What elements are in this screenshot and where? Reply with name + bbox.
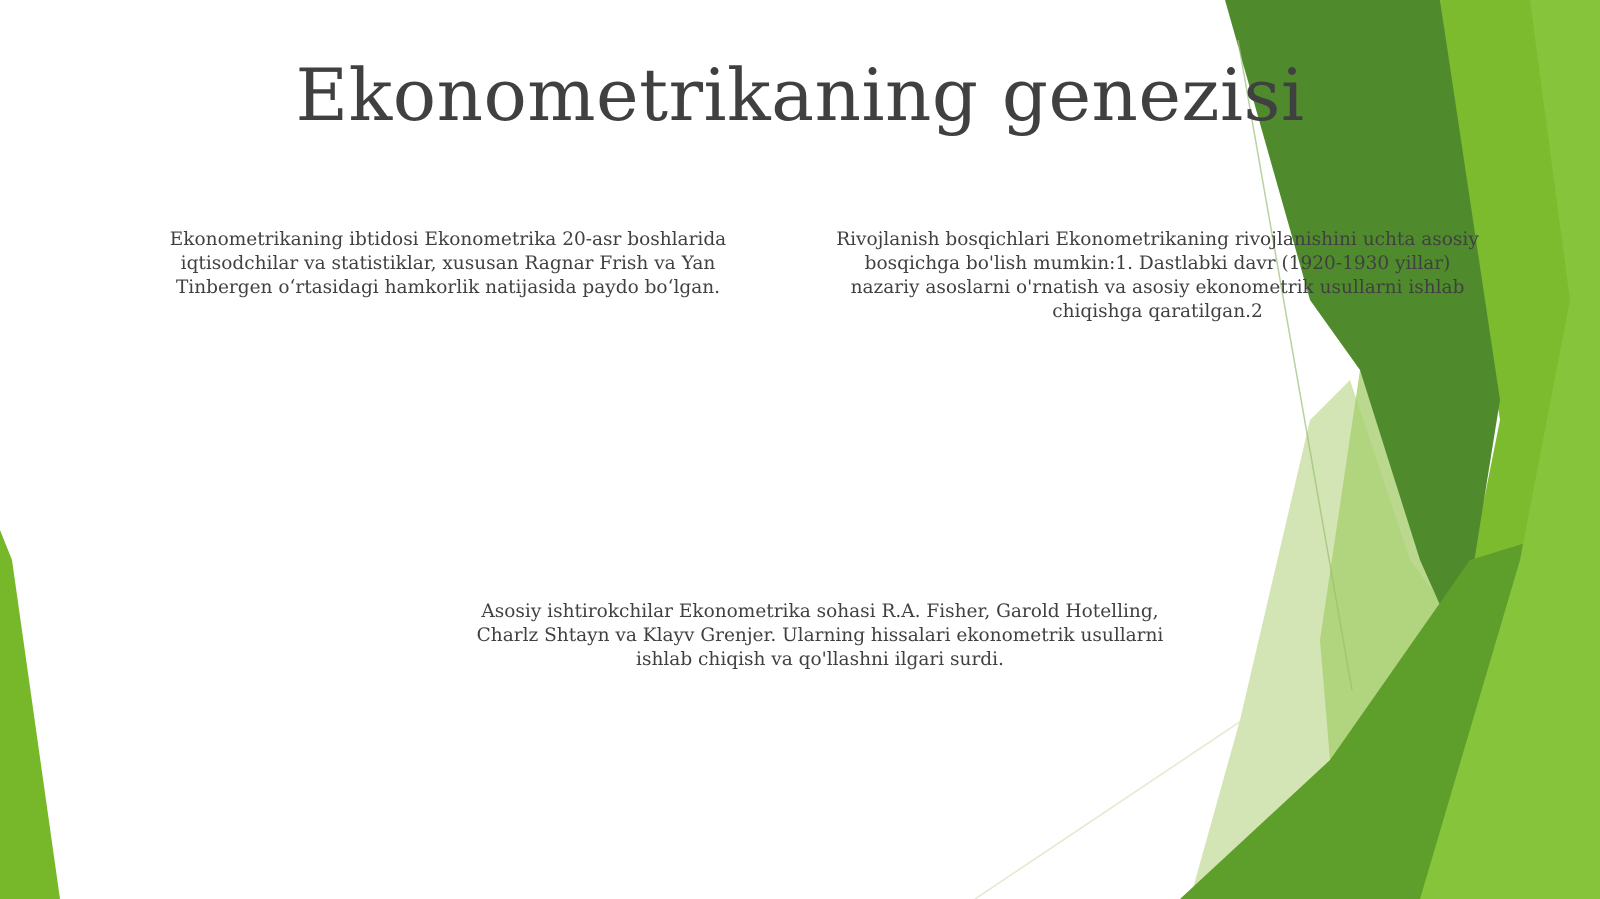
text-block-origins: Ekonometrikaning ibtidosi Ekonometrika 20-asr boshlarida iqtisodchilar va statistiklar, xususan Ragnar Frish va Yan Tinbergen o‘rtasidagi hamkorlik natijasida paydo bo‘lgan. bbox=[169, 229, 727, 298]
left-green-sliver bbox=[0, 530, 60, 899]
text-block-stages: Rivojlanish bosqichlari Ekonometrikaning rivojlanishini uchta asosiy bosqichga bo'lish mumkin:1. Dastlabki davr (1920-1930 yillar) nazariy asoslarni o'rnatish va asosiy ekonometrik usullarni ishlab chiqishga qaratilgan.2 bbox=[836, 229, 1479, 322]
slide-title: Ekonometrikaning genezisi bbox=[295, 53, 1305, 137]
text-block-participants: Asosiy ishtirokchilar Ekonometrika sohasi R.A. Fisher, Garold Hotelling, Charlz Shtayn va Klayv Grenjer. Ularning hissalari ekonometrik usullarni ishlab chiqish va qo'llashni ilgari surdi. bbox=[476, 601, 1164, 670]
